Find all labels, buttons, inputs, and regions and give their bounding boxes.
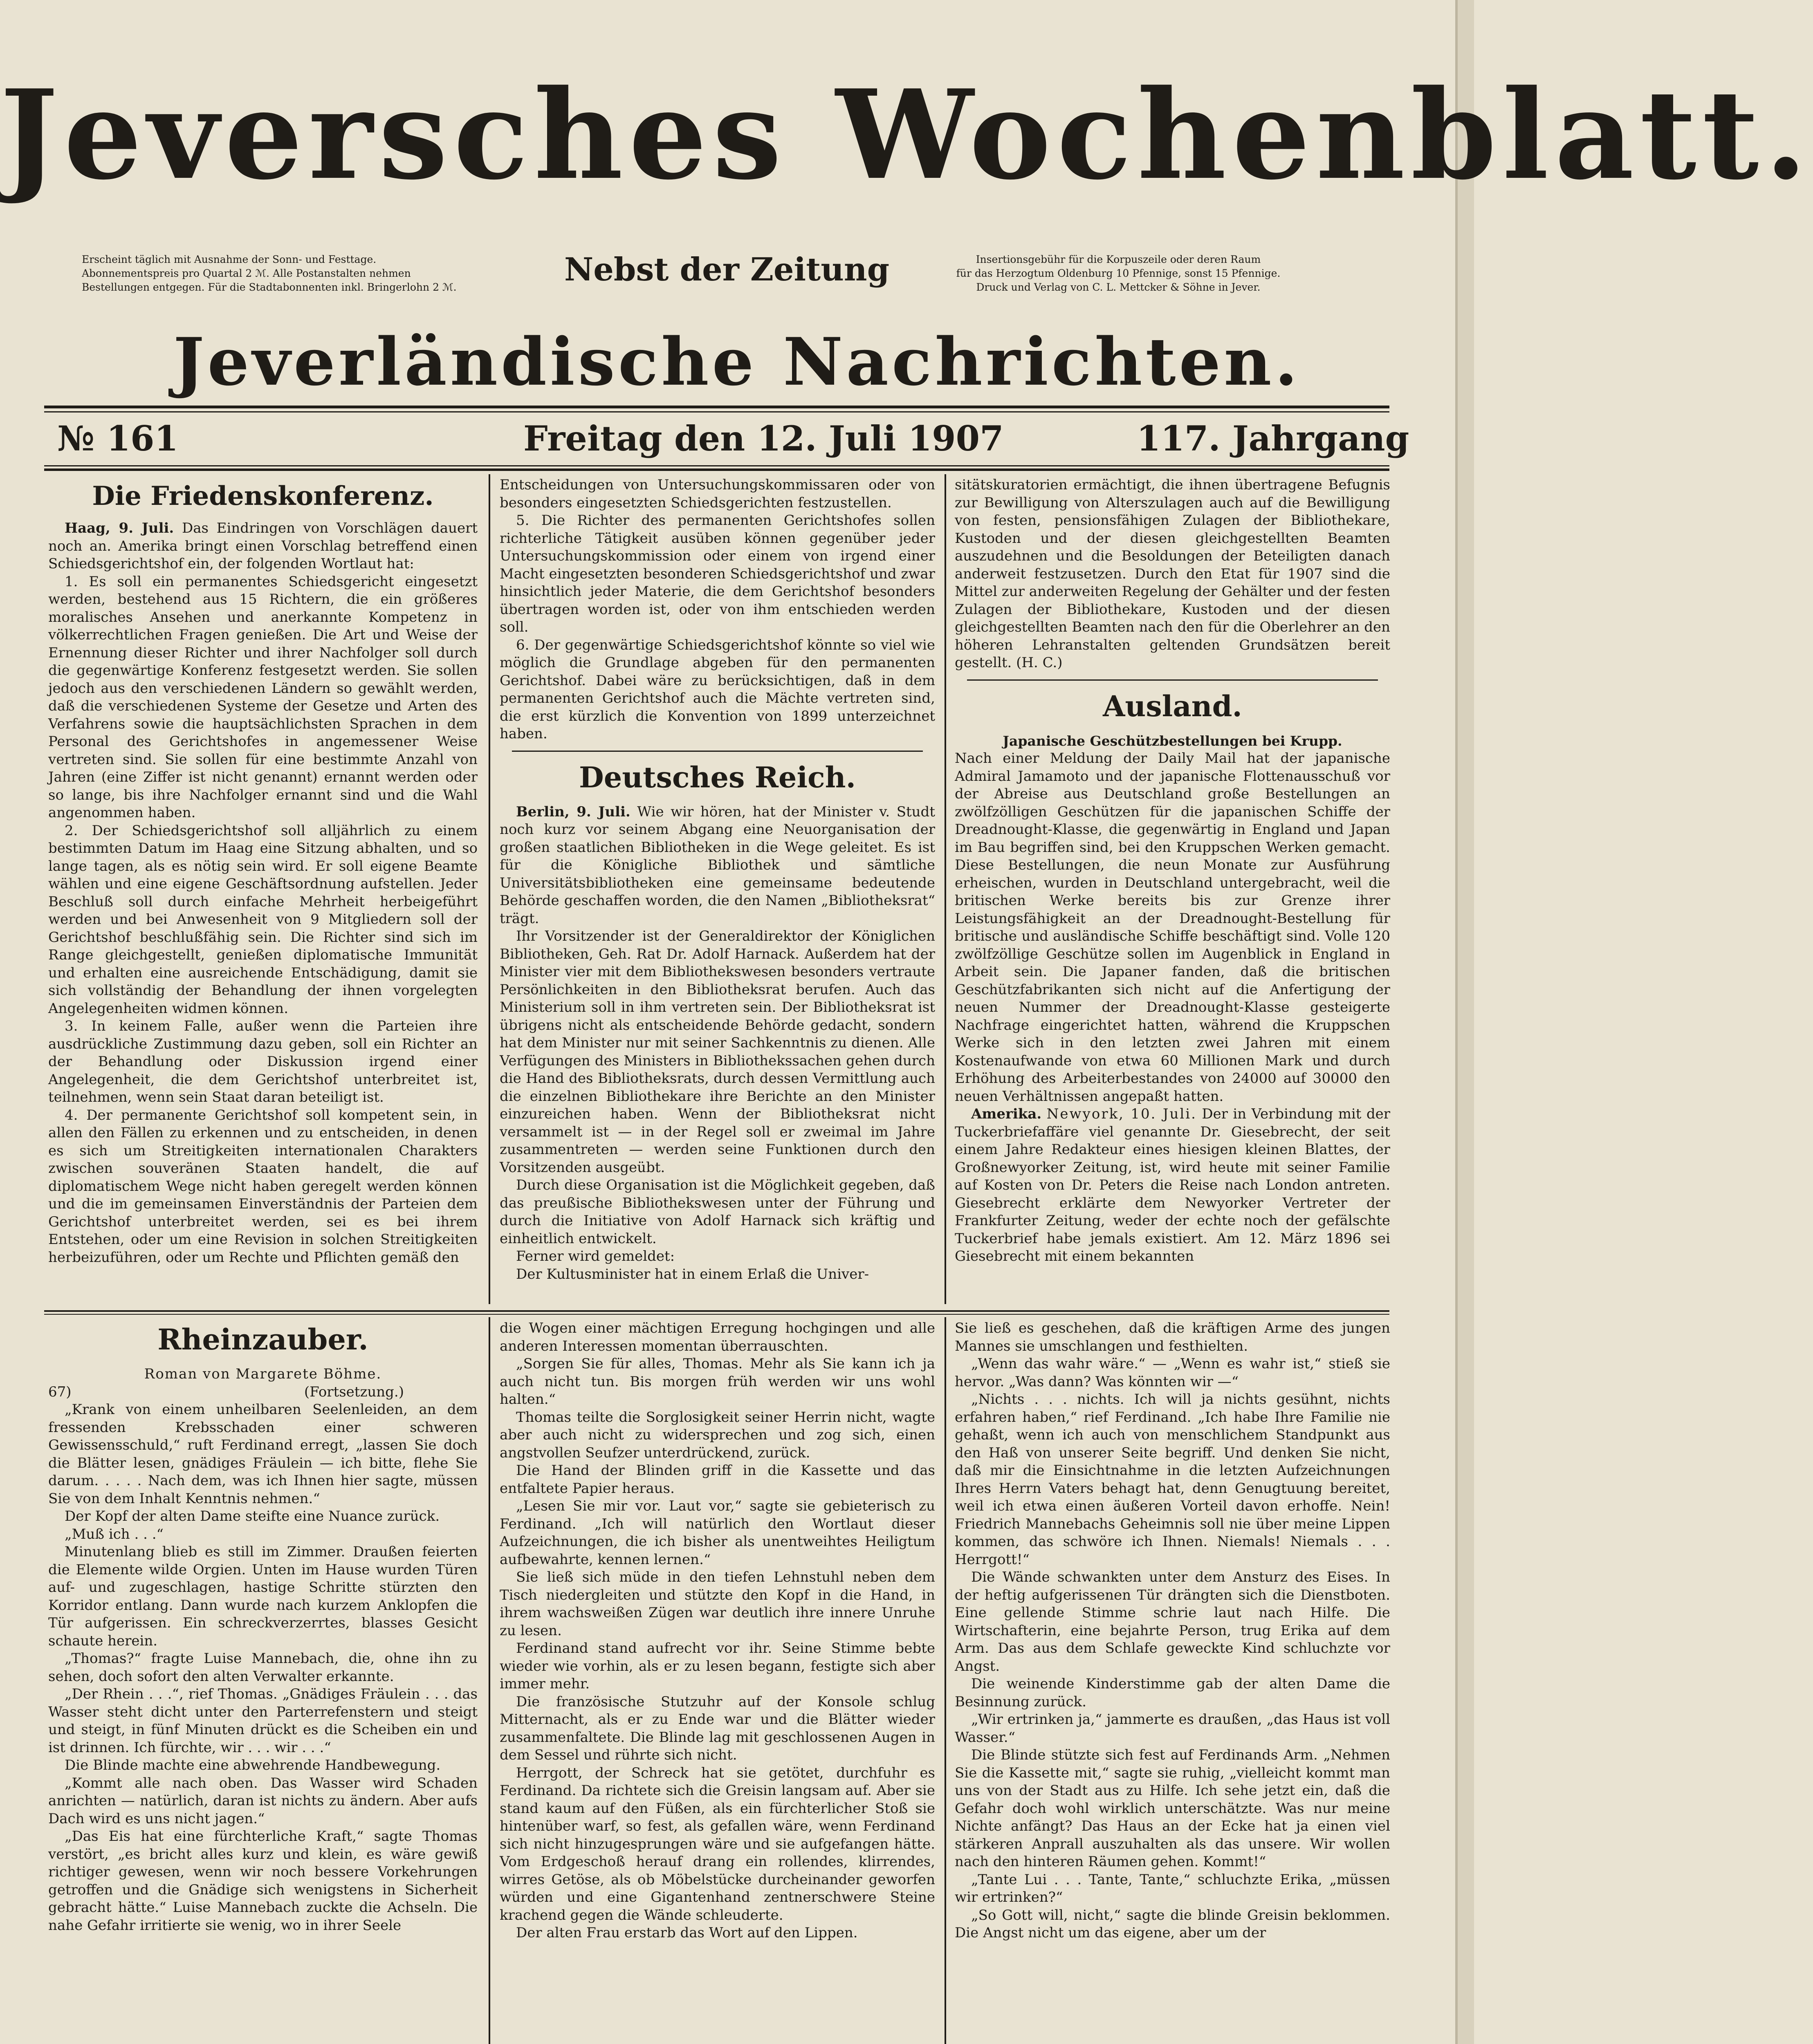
article-paragraph: Ferner wird gemeldet:: [516, 1248, 675, 1264]
right-info-line: für das Herzogtum Oldenburg 10 Pfennige, sonst 15 Pfennige.: [956, 267, 1281, 279]
rule-mid: [44, 465, 1389, 466]
article-paragraph: [955, 1105, 1390, 1266]
serial-byline: Roman von Margarete Böhme.: [144, 1366, 382, 1382]
masthead-left-info: [82, 253, 507, 294]
serial-paragraph: „Muß ich . . .“: [65, 1526, 164, 1542]
article-paragraph: sitätskuratorien ermächtigt, die ihnen übertragene Befugnis zur Bewilligung von Alterszulagen auch auf die Bewilligung von festen, pensionsfähigen Zulagen der Bibliothekare, Kustoden und der diesen gleichgestellten Beamten auszudehnen und die Besoldungen der Beteiligten danach anderweit festzusetzen. Durch den Etat für 1907 sind die Mittel zur anderweiten Regelung der Gehälter und der festen Zulagen der Bibliothekare, Kustoden und der diesen gleichgestellten Beamten nach den für die Oberlehrer an den höheren Lehranstalten geltenden Grundsätzen bereit gestellt. (H. C.): [955, 477, 1390, 671]
serial-paragraph: „Der Rhein . . .“, rief Thomas. „Gnädiges Fräulein . . . das Wasser steht dicht unter den Parterrefenstern und steigt und steigt, in fünf Minuten drückt es die Scheiben ein und ist drinnen. Ich fürchte, wir . . . wir . . .“: [48, 1686, 478, 1756]
serial-paragraph: „Wenn das wahr wäre.“ — „Wenn es wahr ist,“ stieß sie hervor. „Was dann? Was könnten wir —“: [955, 1356, 1390, 1390]
article-paragraph: 6. Der gegenwärtige Schiedsgerichtshof könnte so viel wie möglich die Grundlage abgeben für den permanenten Gerichtshof. Dabei wäre zu berücksichtigen, daß in dem permanenten Gerichtshof auch die Mächte vertreten sind, die erst kürzlich die Konvention von 1899 unterzeichnet haben.: [500, 637, 935, 742]
masthead-nebst: Nebst der Zeitung: [564, 251, 890, 288]
serial-paragraph: „Kommt alle nach oben. Das Wasser wird Schaden anrichten — natürlich, daran ist nichts zu ändern. Aber aufs Dach wird es uns nicht jagen.“: [48, 1775, 478, 1827]
column-friedenskonferenz: [48, 476, 478, 1304]
feuilleton-rule: [44, 1310, 1389, 1312]
serial-paragraph: „Thomas?“ fragte Luise Mannebach, die, ohne ihn zu sehen, doch sofort den alten Verwalter erkannte.: [48, 1650, 478, 1685]
right-info-line: Insertionsgebühr für die Korpuszeile oder deren Raum: [976, 253, 1261, 265]
section-divider: [512, 751, 923, 752]
serial-paragraph: die Wogen einer mächtigen Erregung hochgingen und alle anderen Interessen momentan überrauschten.: [500, 1320, 935, 1354]
masthead-subtitle: Jeverländische Nachrichten.: [173, 323, 1301, 400]
article-title-friedenskonferenz: Die Friedenskonferenz.: [92, 481, 434, 511]
article-paragraph: 1. Es soll ein permanentes Schiedsgericht eingesetzt werden, bestehend aus 15 Richtern, die ein größeres moralisches Ansehen und anerkannte Kompetenz in völkerrechtlichen Fragen genießen. Die Art und Weise der Ernennung dieser Richter und ihrer Nachfolger soll durch die gegenwärtige Konferenz festgesetzt werden. Sie sollen jedoch aus den verschiedenen Ländern so gewählt werden, daß die verschiedenen Systeme der Gesetze und Arten des Verfahrens sowie die hauptsächlichsten Sprachen in dem Personal des Gerichtshofes in angemessener Weise vertreten sind. Sie sollen für eine bestimmte Anzahl von Jahren (eine Ziffer ist nicht genannt) ernannt werden oder so lange, bis ihre Nachfolger ernannt sind und die Wahl angenommen haben.: [48, 573, 478, 821]
right-info-line: Druck und Verlag von C. L. Mettcker & Söhne in Jever.: [976, 281, 1261, 293]
serial-paragraph: Die Blinde machte eine abwehrende Handbewegung.: [65, 1757, 441, 1773]
issue-number: № 161: [57, 418, 178, 459]
serial-paragraph: „Wir ertrinken ja,“ jammerte es draußen, „das Haus ist voll Wasser.“: [955, 1711, 1390, 1746]
article-paragraph: 3. In keinem Falle, außer wenn die Parteien ihre ausdrückliche Zustimmung dazu geben, soll ein Richter an der Behandlung oder Diskussion irgend einer Angelegenheit, die dem Gerichtshof unterbreitet ist, teilnehmen, wenn sein Staat daran beteiligt ist.: [48, 1018, 478, 1105]
serial-paragraph: „Tante Lui . . . Tante, Tante,“ schluchzte Erika, „müssen wir ertrinken?“: [955, 1871, 1390, 1905]
issue-date: Freitag den 12. Juli 1907: [523, 418, 1004, 459]
article-paragraph: Entscheidungen von Untersuchungskommissaren oder von besonders eingesetzten Schiedsgerichten festzustellen.: [500, 477, 935, 511]
article-subhead: Japanische Geschützbestellungen bei Krupp.: [1003, 733, 1342, 749]
section-divider: [967, 679, 1378, 681]
column-rheinzauber-1: [48, 1320, 478, 2044]
serial-meta: [48, 1383, 478, 1401]
article-dateline: Newyork, 10. Juli.: [1046, 1106, 1197, 1122]
article-dateline: Haag, 9. Juli.: [65, 520, 174, 536]
serial-paragraph: Herrgott, der Schreck hat sie getötet, durchfuhr es Ferdinand. Da richtete sich die Greisin langsam auf. Aber sie stand kaum auf den Füßen, als ein fürchterlicher Stoß sie hintenüber warf, so fest, als gefallen wäre, wenn Ferdinand sich nicht hinzugesprungen wäre und sie aufgefangen hätte. Vom Erdgeschoß herauf drang ein rollendes, klirrendes, wirres Getöse, als ob Möbelstücke durcheinander geworfen würden und eine Gigantenhand zentnerschwere Steine krachend gegen die Wände schleuderte.: [500, 1764, 935, 1923]
serial-paragraph: Sie ließ sich müde in den tiefen Lehnstuhl neben dem Tisch niedergleiten und stützte den Kopf in die Hand, in ihrem wachsweißen Zügen war deutlich ihre innere Unruhe zu lesen.: [500, 1569, 935, 1639]
serial-paragraph: Minutenlang blieb es still im Zimmer. Draußen feierten die Elemente wilde Orgien. Unten im Hause wurden Türen auf- und zugeschlagen, hastige Schritte stürzten den Korridor entlang. Dann wurde nach kurzem Anklopfen die Tür aufgerissen. Ein schreckverzerrtes, blasses Gesicht schaute herein.: [48, 1544, 478, 1649]
serial-paragraph: „Das Eis hat eine fürchterliche Kraft,“ sagte Thomas verstört, „es bricht alles kurz und klein, es wäre gewiß richtiger gewesen, wenn wir noch bessere Vorkehrungen getroffen und die Gnädige sich wenigstens in Sicherheit gebracht hätte.“ Luise Mannebach zuckte die Achseln. Die nahe Gefahr irritierte sie wenig, wo in ihrer Seele: [48, 1828, 478, 1934]
serial-paragraph: Die Wände schwankten unter dem Ansturz des Eises. In der heftig aufgerissenen Tür drängten sich die Dienstboten. Eine gellende Stimme schrie laut nach Hilfe. Die Wirtschafterin, eine bejahrte Person, trug Erika auf dem Arm. Das aus dem Schlafe geweckte Kind schluchzte vor Angst.: [955, 1569, 1390, 1674]
article-paragraph: 4. Der permanente Gerichtshof soll kompetent sein, in allen den Fällen zu erkennen und zu entscheiden, in denen es sich um Streitigkeiten internationalen Charakters zwischen souveränen Staaten handelt, die auf diplomatischem Wege nicht haben geregelt werden können und die im gemeinsamen Einverständnis der Parteien dem Gerichtshof unterbreitet werden, sei es bei ihrem Entstehen, oder um eine Revision in solchen Streitigkeiten herbeizuführen, oder um Rechte und Pflichten gemäß den: [48, 1107, 478, 1266]
column-right-upper: [955, 476, 1390, 1304]
serial-paragraph: „Krank von einem unheilbaren Seelenleiden, an dem fressenden Krebsschaden einer schweren Gewissensschuld,“ ruft Ferdinand erregt, „lassen Sie doch die Blätter lesen, gnädiges Fräulein — ich bitte, flehe Sie darum. . . . . Nach dem, was ich Ihnen hier sagte, müssen Sie von dem Inhalt Kenntnis nehmen.“: [48, 1401, 478, 1507]
column-rule: [945, 474, 946, 1304]
serial-paragraph: Sie ließ es geschehen, daß die kräftigen Arme des jungen Mannes sie umschlangen und festhielten.: [955, 1320, 1390, 1354]
column-rule: [489, 474, 490, 1304]
article-paragraph: 2. Der Schiedsgerichtshof soll alljährlich zu einem bestimmten Datum im Haag eine Sitzung abhalten, und so lange tagen, als es nötig sein wird. Er soll eigene Beamte wählen und eine eigene Geschäftsordnung aufstellen. Jeder Beschluß soll durch einfache Mehrheit herbeigeführt werden und bei Anwesenheit von 9 Mitgliedern soll der Gerichtshof beschlußfähig sein. Die Richter sind sich im Range gleichgestellt, genießen diplomatische Immunität und erhalten eine ausreichende Entschädigung, damit sie sich vollständig der Behandlung der ihnen vorgelegten Angelegenheiten widmen können.: [48, 822, 478, 1017]
serial-paragraph: „Sorgen Sie für alles, Thomas. Mehr als Sie kann ich ja auch nicht tun. Bis morgen früh werden wir uns wohl halten.“: [500, 1356, 935, 1407]
feuilleton-rule-thin: [44, 1314, 1389, 1315]
serial-paragraph: Die Blinde stützte sich fest auf Ferdinands Arm. „Nehmen Sie die Kassette mit,“ sagte sie ruhig, „vielleicht kommt man uns von der Stadt aus zu Hilfe. Ich sehe jetzt ein, daß die Gefahr doch wohl wirklich unterschätzte. Was nur meine Nichte anfängt? Das Haus an der Ecke hat ja einen viel stärkeren Anprall auszuhalten als das unsere. Wir wollen nach den hinteren Räumen gehen. Kommt!“: [955, 1747, 1390, 1870]
article-paragraph: [500, 803, 935, 928]
article-text: Wie wir hören, hat der Minister v. Studt noch kurz vor seinem Abgang eine Neuorganisation der großen staatlichen Bibliotheken in die Wege geleitet. Es ist für die Königliche Bibliothek und sämtliche Universitätsbibliotheken eine gemeinsame bedeutende Behörde geschaffen worden, die den Namen „Bibliotheksrat“ trägt.: [500, 803, 935, 927]
masthead-right-info: [891, 253, 1345, 294]
left-info-line: Erscheint täglich mit Ausnahme der Sonn- und Festtage.: [82, 253, 377, 265]
column-rule: [945, 1317, 946, 2044]
section-title-deutsches-reich: Deutsches Reich.: [579, 760, 856, 794]
serial-paragraph: Thomas teilte die Sorglosigkeit seiner Herrin nicht, wagte aber auch nicht zu widersprechen und zog sich, einen angstvollen Seufzer unterdrückend, zurück.: [500, 1409, 935, 1461]
rule-top: [44, 406, 1389, 408]
serial-paragraph: „So Gott will, nicht,“ sagte die blinde Greisin beklommen. Die Angst nicht um das eigene, aber um der: [955, 1907, 1390, 1941]
serial-title: Rheinzauber.: [157, 1322, 368, 1356]
serial-continuation: (Fortsetzung.): [304, 1383, 404, 1400]
article-paragraph: Durch diese Organisation ist die Möglichkeit gegeben, daß das preußische Bibliothekswesen unter der Führung und durch die Initiative von Adolf Harnack sich kräftig und einheitlich entwickelt.: [500, 1177, 935, 1247]
article-paragraph: [48, 520, 478, 573]
issue-year: 117. Jahrgang: [1137, 418, 1409, 459]
article-paragraph: Ihr Vorsitzender ist der Generaldirektor der Königlichen Bibliotheken, Geh. Rat Dr. Adolf Harnack. Außerdem hat der Minister vier mit dem Bibliothekswesen besonders vertraute Persönlichkeiten in den Bibliotheksrat berufen. Auch das Ministerium soll in ihm vertreten sein. Der Bibliotheksrat ist übrigens nicht als entscheidende Behörde gedacht, sondern hat dem Minister nur mit seiner Sachkenntnis zu dienen. Alle Verfügungen des Ministers in Bibliothekssachen gehen durch die Hand des Bibliotheksrats, durch dessen Vermittlung auch die einzelnen Bibliothekare ihre Berichte an den Minister einzureichen haben. Wenn der Bibliotheksrat nicht versammelt ist — in der Regel soll er zweimal im Jahre zusammentreten — werden seine Funktionen durch den Vorsitzenden ausgeübt.: [500, 928, 935, 1176]
left-info-line: Abonnementspreis pro Quartal 2 ℳ. Alle Postanstalten nehmen: [82, 267, 411, 279]
article-lead: Amerika.: [971, 1106, 1042, 1122]
rule-mid-thick: [44, 468, 1389, 471]
article-text: Der in Verbindung mit der Tuckerbriefaffäre viel genannte Dr. Giesebrecht, der seit einem Jahre Redakteur eines hiesigen kleinen Blattes, der Großnewyorker Zeitung, ist, wird heute mit seiner Familie auf Kosten von Dr. Peters die Reise nach London antreten. Giesebrecht erklärte dem Newyorker Vertreter der Frankfurter Zeitung, weder der echte noch der gefälschte Tuckerbrief habe jemals existiert. Am 12. März 1896 sei Giesebrecht mit einem bekannten: [955, 1106, 1391, 1264]
serial-paragraph: Der alten Frau erstarb das Wort auf den Lippen.: [516, 1925, 858, 1941]
column-rule: [489, 1317, 490, 2044]
serial-paragraph: Der Kopf der alten Dame steifte eine Nuance zurück.: [65, 1508, 440, 1524]
article-dateline: Berlin, 9. Juli.: [516, 803, 631, 820]
serial-paragraph: Die Hand der Blinden griff in die Kassette und das entfaltete Papier heraus.: [500, 1462, 935, 1497]
rule-top-thin: [44, 411, 1389, 412]
serial-number: 67): [48, 1383, 72, 1400]
article-paragraph: Der Kultusminister hat in einem Erlaß die Univer-: [516, 1266, 869, 1282]
serial-paragraph: „Nichts . . . nichts. Ich will ja nichts gesühnt, nichts erfahren haben,“ rief Ferdinand. „Ich habe Ihre Familie nie gehaßt, wenn ich auch von menschlichem Standpunkt aus den Haß von unserer Seite begriff. Und denken Sie nicht, daß mir die Einsichtnahme in die letzten Aufzeichnungen Ihres Herrn Vaters behagt hat, denn Genugtuung bereitet, weil ich etwa einen äußeren Vorteil davon erhoffe. Nein! Friedrich Mannebachs Geheimnis soll nie über meine Lippen kommen, das schwöre ich Ihnen. Niemals! Niemals . . . Herrgott!“: [955, 1391, 1390, 1568]
article-text: Das Eindringen von Vorschlägen dauert noch an. Amerika bringt einen Vorschlag betreffend einen Schiedsgerichtshof ein, der folgenden Wortlaut hat:: [48, 520, 478, 572]
column-middle-upper: [500, 476, 935, 1304]
section-title-ausland: Ausland.: [1103, 689, 1242, 723]
serial-paragraph: Ferdinand stand aufrecht vor ihr. Seine Stimme bebte wieder wie vorhin, als er zu lesen begann, festigte sich aber immer mehr.: [500, 1640, 935, 1692]
left-info-line: Bestellungen entgegen. Für die Stadtabonnenten inkl. Bringerlohn 2 ℳ.: [82, 281, 457, 293]
serial-paragraph: Die weinende Kinderstimme gab der alten Dame die Besinnung zurück.: [955, 1676, 1390, 1710]
masthead-title: Jeversches Wochenblatt.: [0, 63, 1813, 207]
serial-paragraph: Die französische Stutzuhr auf der Konsole schlug Mitternacht, als er zu Ende war und die Blätter wieder zusammenfaltete. Die Blinde lag mit geschlossenen Augen in dem Sessel und rührte sich nicht.: [500, 1693, 935, 1763]
article-paragraph: 5. Die Richter des permanenten Gerichtshofes sollen richterliche Tätigkeit ausüben können gegenüber jeder Untersuchungskommission oder einem von irgend einer Macht eingesetzten besonderen Schiedsgerichtshof und zwar hinsichtlich jeder Materie, die dem Gerichtshof besonders übertragen worden ist, oder von ihm entschieden werden soll.: [500, 512, 935, 635]
serial-paragraph: „Lesen Sie mir vor. Laut vor,“ sagte sie gebieterisch zu Ferdinand. „Ich will natürlich den Wortlaut dieser Aufzeichnungen, die ich bisher als unentweihtes Heiligtum aufbewahrte, kennen lernen.“: [500, 1498, 935, 1568]
column-rheinzauber-3: [955, 1320, 1390, 2044]
page-edge: [1458, 0, 1474, 2044]
column-rheinzauber-2: [500, 1320, 935, 2044]
article-paragraph: Nach einer Meldung der Daily Mail hat der japanische Admiral Jamamoto und der japanische Flottenausschuß vor der Abreise aus Deutschland große Bestellungen an zwölfzölligen Geschützen für die japanischen Schiffe der Dreadnought-Klasse, die gegenwärtig in England und Japan im Bau begriffen sind, bei den Kruppschen Werken gemacht. Diese Bestellungen, die neun Monate zur Ausführung erheischen, wurden in Deutschland untergebracht, weil die britischen Werke bereits bis zur Grenze ihrer Leistungsfähigkeit an der Dreadnought-Bestellung für britische und ausländische Schiffe beschäftigt sind. Volle 120 zwölfzöllige Geschütze sollen im Augenblick in England in Arbeit sein. Die Japaner fanden, daß die britischen Geschützfabrikanten sich nicht auf die Anfertigung der neuen Nummer der Dreadnought-Klasse gesteigerte Nachfrage eingerichtet hatten, während die Kruppschen Werke sich in den letzten zwei Jahren mit einem Kostenaufwande von etwa 60 Millionen Mark und durch Erhöhung des Arbeiterbestandes von 24000 auf 30000 den neuen Verhältnissen angepaßt hatten.: [955, 750, 1390, 1105]
